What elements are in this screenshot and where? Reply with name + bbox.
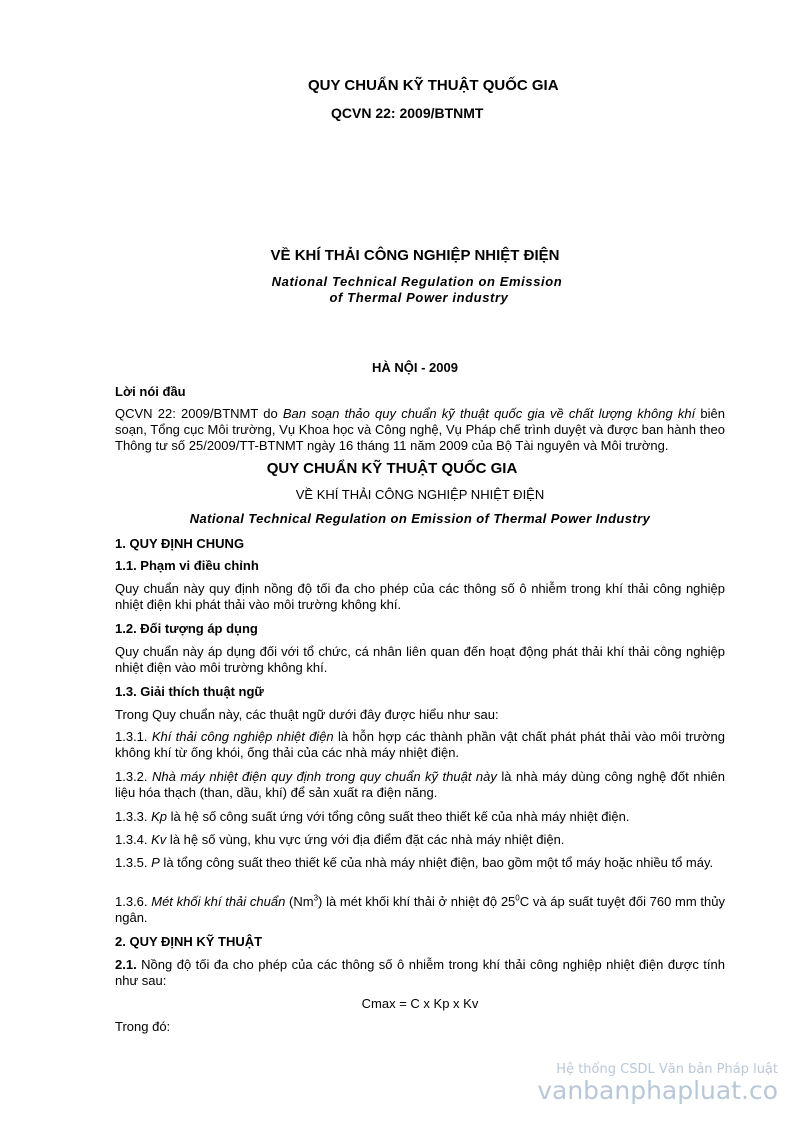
- foreword-heading: Lời nói đầu: [115, 384, 186, 399]
- term-132-definition: là nhà máy dùng công nghệ đốt nhiên liệu hóa thạch (than, dầu, khí) để sản xuất ra điện năng.: [115, 769, 726, 800]
- section21-body: Nồng độ tối đa cho phép của các thông số ô nhiễm trong khí thải công nghiệp nhiệt điện được tính như sau:: [115, 957, 725, 988]
- term-135-term: P: [151, 855, 160, 870]
- term-136: [115, 894, 725, 926]
- term-136-superscript-cubic: 3: [313, 893, 319, 903]
- term-134-term: Kv: [151, 832, 167, 847]
- main-english-title: National Technical Regulation on Emission of Thermal Power Industry: [189, 511, 651, 526]
- section1-heading: 1. QUY ĐỊNH CHUNG: [115, 536, 245, 551]
- section13-intro: Trong Quy chuẩn này, các thuật ngữ dưới đây được hiểu như sau:: [115, 707, 499, 722]
- section11-heading: 1.1. Phạm vi điều chỉnh: [115, 558, 259, 573]
- english-title-line1: National Technical Regulation on Emission: [271, 274, 563, 289]
- foreword-text-c: biên soạn, Tổng cục Môi trường, Vụ Khoa học và Công nghệ, Vụ Pháp chế trình duyệt và được ban hành theo Thông tư số 25/2009/TT-BTNMT ngày 16 tháng 11 năm 2009 của Bộ Tài nguyên và Môi trường.: [115, 406, 725, 453]
- foreword-text-a: QCVN 22: 2009/BTNMT do: [115, 406, 283, 421]
- section2-heading: 2. QUY ĐỊNH KỸ THUẬT: [115, 934, 263, 949]
- term-134-definition: là hệ số vùng, khu vực ứng với địa điểm đặt các nhà máy nhiệt điện.: [166, 832, 565, 847]
- term-134: [115, 832, 725, 848]
- main-title: QUY CHUẨN KỸ THUẬT QUỐC GIA: [266, 460, 518, 477]
- foreword-text: [115, 406, 725, 454]
- doc-subject: VỀ KHÍ THẢI CÔNG NGHIỆP NHIỆT ĐIỆN: [270, 247, 560, 264]
- term-131-number: 1.3.1.: [115, 729, 152, 744]
- term-133: [115, 809, 725, 825]
- term-135-definition: là tổng công suất theo thiết kế của nhà máy nhiệt điện, bao gồm một tổ máy hoặc nhiều tổ máy.: [159, 855, 714, 870]
- watermark-line1: Hệ thống CSDL Văn bản Pháp luật: [556, 1062, 778, 1077]
- term-136-text-c: C và áp suất tuyệt đối 760 mm thủy ngân.: [115, 894, 725, 925]
- section21-number: 2.1.: [115, 957, 137, 972]
- section12-heading: 1.2. Đối tượng áp dụng: [115, 621, 258, 636]
- section13-heading: 1.3. Giải thích thuật ngữ: [115, 684, 264, 699]
- term-131-definition: là hỗn hợp các thành phần vật chất phát phát thải vào môi trường không khí từ ống khói, ống thải của các nhà máy nhiệt điện.: [115, 729, 726, 760]
- doc-title-line1: QUY CHUẨN KỸ THUẬT QUỐC GIA: [308, 77, 559, 94]
- term-136-term: Mét khối khí thải chuẩn: [151, 894, 286, 909]
- term-136-superscript-degree: 0: [515, 893, 520, 903]
- term-135: [115, 855, 725, 871]
- term-133-number: 1.3.3.: [115, 809, 152, 824]
- english-title-line2: of Thermal Power industry: [329, 290, 509, 305]
- main-subtitle: VỀ KHÍ THẢI CÔNG NGHIỆP NHIỆT ĐIỆN: [295, 487, 545, 502]
- doc-code: QCVN 22: 2009/BTNMT: [331, 105, 484, 121]
- term-131-term: Khí thải công nghiệp nhiệt điện: [151, 729, 334, 744]
- place-year: HÀ NỘI - 2009: [372, 360, 458, 375]
- term-136-text-b: ) là mét khối khí thải ở nhiệt độ 25: [318, 894, 516, 909]
- term-134-number: 1.3.4.: [115, 832, 152, 847]
- section21-text: [115, 957, 725, 989]
- term-132-term: Nhà máy nhiệt điện quy định trong quy chuẩn kỹ thuật này: [152, 769, 497, 784]
- term-133-definition: là hệ số công suất ứng với tổng công suất theo thiết kế của nhà máy nhiệt điện.: [167, 809, 630, 824]
- term-132-number: 1.3.2.: [115, 769, 153, 784]
- term-136-number: 1.3.6.: [115, 894, 152, 909]
- section12-text: Quy chuẩn này áp dụng đối với tổ chức, cá nhân liên quan đến hoạt động phát thải khí thải công nghiệp nhiệt điện vào môi trường không khí.: [115, 644, 725, 675]
- where-label: Trong đó:: [115, 1019, 171, 1034]
- term-133-term: Kp: [151, 809, 168, 824]
- formula: Cmax = C x Kp x Kv: [361, 996, 479, 1011]
- term-131: [115, 729, 725, 761]
- foreword-drafting-board: Ban soạn thảo quy chuẩn kỹ thuật quốc gia về chất lượng không khí: [282, 406, 696, 421]
- term-136-text-a: (Nm: [285, 894, 314, 909]
- section11-text: Quy chuẩn này quy định nồng độ tối đa cho phép của các thông số ô nhiễm trong khí thải công nghiệp nhiệt điện khi phát thải vào môi trường không khí.: [115, 581, 725, 612]
- watermark-site: vanbanphapluat.co: [537, 1076, 778, 1105]
- term-132: [115, 769, 725, 801]
- term-135-number: 1.3.5.: [115, 855, 152, 870]
